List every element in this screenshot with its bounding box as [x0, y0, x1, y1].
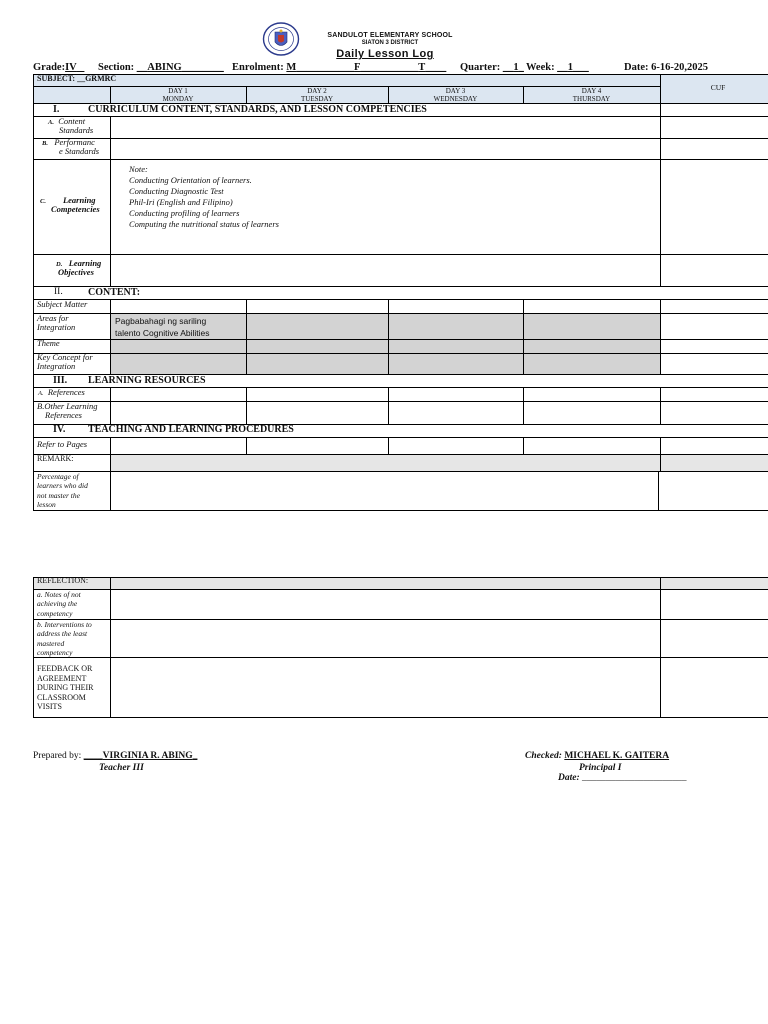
quarter-field: Quarter: __1_ [460, 62, 524, 73]
week-value: 1 [567, 62, 573, 73]
key-concept-shade [110, 353, 660, 374]
section-1-number: I. [53, 104, 60, 115]
district-name: SIATON 3 DISTRICT [361, 40, 419, 46]
learning-competencies-label: C. Learning Competencies [40, 195, 100, 215]
prepared-by: Prepared by: ____VIRGINIA R. ABING_ [33, 751, 198, 761]
remark-label: REMARK: [37, 454, 74, 463]
notes-not-achieving-label: a. Notes of not achieving the competency [37, 590, 81, 618]
cuf-header: CUF [710, 83, 726, 92]
prepared-name: VIRGINIA R. ABING [102, 751, 193, 761]
percentage-label: Percentage of learners who did not master the lesson [37, 472, 88, 510]
refer-pages-label: Refer to Pages [37, 439, 88, 449]
key-concept-label: Key Concept for Integration [37, 352, 93, 372]
learning-objectives-label: D. Learning Objectives [56, 258, 102, 278]
competency-notes: Note: Conducting Orientation of learners. Conducting Diagnostic Test Phil-Iri (English and Filipino) Conducting profiling of learners Computing the nutritional status of learners [129, 164, 279, 230]
section-field: Section: __ABING________ [98, 62, 224, 73]
other-references-label: B.Other Learning References [37, 401, 98, 421]
section-4-number: IV. [53, 424, 66, 435]
theme-shade [110, 339, 660, 353]
reflection-row-shade [33, 577, 768, 589]
interventions-label: b. Interventions to address the least mastered competency [37, 620, 92, 658]
subject-matter-label: Subject Matter [37, 299, 88, 309]
date-field: Date: 6-16-20,2025 [624, 62, 708, 73]
document-title: Daily Lesson Log [336, 48, 434, 60]
performance-standards-label: B. Performanc e Standards [42, 137, 100, 157]
school-name: SANDULOT ELEMENTARY SCHOOL [327, 32, 453, 39]
reflection-label: REFLECTION: [37, 576, 89, 585]
subject-label: SUBJECT: __GRMRC [37, 74, 117, 83]
day-4-header: DAY 4 THURSDAY [572, 87, 611, 104]
checked-title: Principal I [579, 763, 622, 773]
checked-name: MICHAEL K. GAITERA [564, 751, 670, 761]
checked-by: Checked: MICHAEL K. GAITERA [525, 751, 670, 761]
week-field: Week: __1___ [526, 62, 589, 73]
day-1-header: DAY 1 MONDAY [162, 87, 194, 104]
day-2-header: DAY 2 TUESDAY [300, 87, 334, 104]
enrolment-field: Enrolment: M___________F___________T____ [232, 62, 447, 73]
theme-label: Theme [37, 338, 60, 348]
checked-date: Date: ______________________ [558, 773, 687, 783]
section-2-title: CONTENT: [88, 287, 141, 298]
grade-value: IV [65, 62, 77, 73]
section-2-number: II. [54, 287, 63, 297]
quarter-value: 1 [513, 62, 519, 73]
deped-seal-icon [262, 22, 300, 56]
references-label: A. References [38, 387, 85, 397]
subject-row-bg [33, 74, 768, 86]
section-3-number: III. [53, 375, 68, 386]
section-1-title: CURRICULUM CONTENT, STANDARDS, AND LESSON COMPETENCIES [88, 104, 427, 115]
areas-integration-label: Areas for Integration [37, 313, 76, 333]
areas-integration-value: Pagbabahagi ng sariling talento Cognitive Abilities [115, 316, 210, 339]
section-value: ABING [147, 62, 182, 73]
section-3-title: LEARNING RESOURCES [88, 375, 206, 386]
remark-row-shade [33, 455, 768, 471]
feedback-label: FEEDBACK OR AGREEMENT DURING THEIR CLASSROOM VISITS [37, 664, 94, 712]
day-3-header: DAY 3 WEDNESDAY [433, 87, 478, 104]
section-4-title: TEACHING AND LEARNING PROCEDURES [88, 424, 294, 435]
grade-field: Grade:IV [33, 62, 77, 73]
prepared-title: Teacher III [99, 763, 144, 773]
content-standards-label: A. Content Standards [48, 116, 94, 136]
